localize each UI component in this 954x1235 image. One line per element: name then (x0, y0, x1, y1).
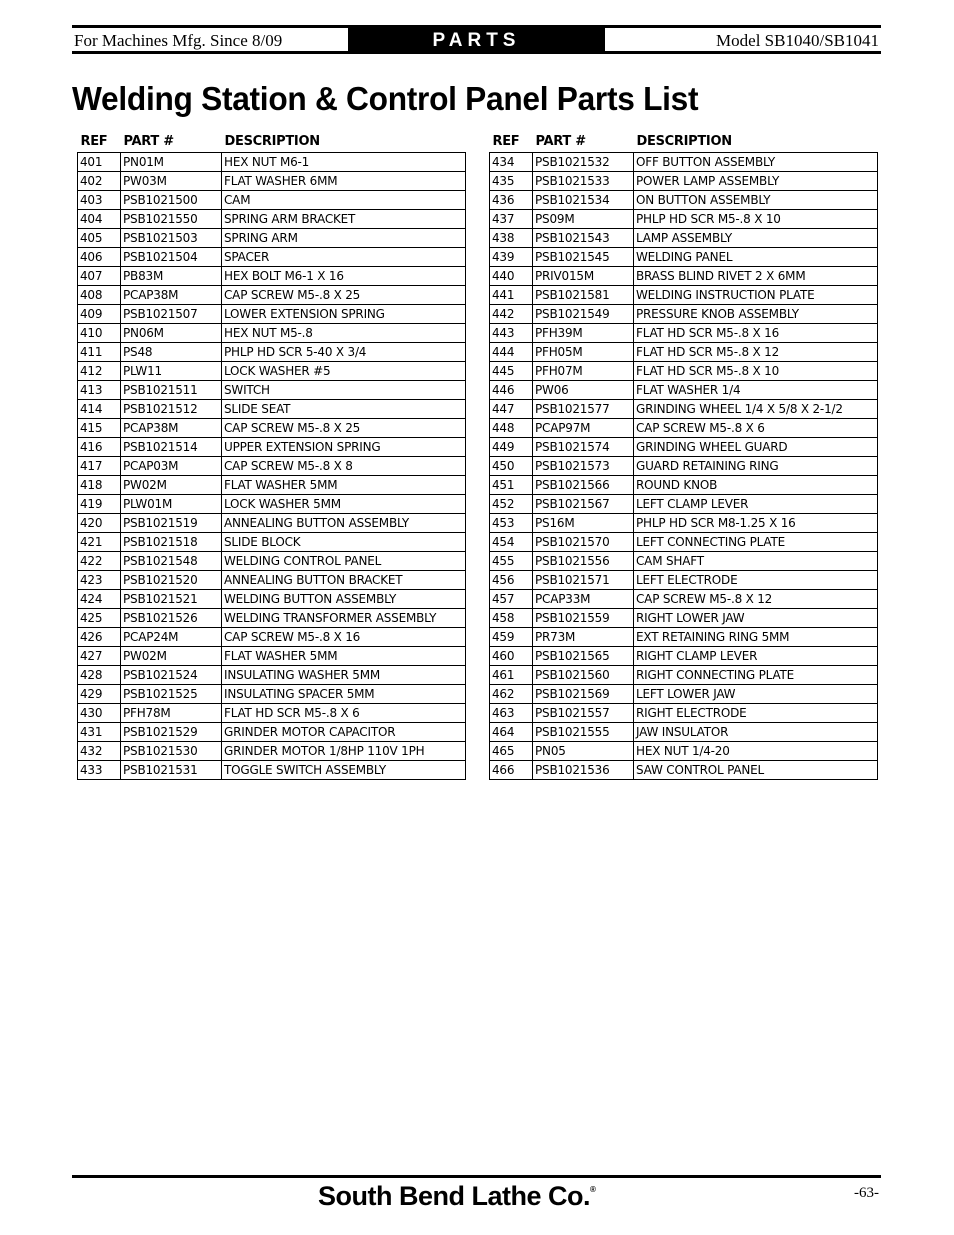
part-number-cell: PSB1021520 (121, 571, 222, 590)
part-description-cell: PHLP HD SCR 5-40 X 3/4 (222, 343, 466, 362)
part-ref-cell: 457 (490, 590, 533, 609)
table-row (490, 229, 878, 248)
part-description-cell: GRINDER MOTOR CAPACITOR (222, 723, 466, 742)
table-row (490, 628, 878, 647)
part-ref-cell: 411 (78, 343, 121, 362)
table-row (78, 723, 466, 742)
part-ref-cell: 419 (78, 495, 121, 514)
table-row (490, 571, 878, 590)
table-row (490, 381, 878, 400)
part-description-cell: SAW CONTROL PANEL (634, 761, 878, 780)
part-description-cell: ROUND KNOB (634, 476, 878, 495)
parts-table-right-body (490, 153, 878, 780)
table-row (490, 305, 878, 324)
table-row (78, 324, 466, 343)
table-row (78, 267, 466, 286)
footer-rule (72, 1175, 881, 1178)
part-ref-cell: 418 (78, 476, 121, 495)
part-ref-cell: 464 (490, 723, 533, 742)
part-ref-cell: 432 (78, 742, 121, 761)
part-number-cell: PCAP97M (533, 419, 634, 438)
part-ref-cell: 463 (490, 704, 533, 723)
part-number-cell: PSB1021526 (121, 609, 222, 628)
part-ref-cell: 407 (78, 267, 121, 286)
header-machines-note: For Machines Mfg. Since 8/09 (74, 31, 283, 50)
part-number-cell: PSB1021533 (533, 172, 634, 191)
table-row (490, 286, 878, 305)
part-ref-cell: 447 (490, 400, 533, 419)
part-number-cell: PSB1021567 (533, 495, 634, 514)
part-ref-cell: 425 (78, 609, 121, 628)
part-number-cell: PSB1021500 (121, 191, 222, 210)
part-ref-cell: 408 (78, 286, 121, 305)
part-ref-cell: 421 (78, 533, 121, 552)
table-row (78, 210, 466, 229)
part-number-cell: PSB1021548 (121, 552, 222, 571)
part-ref-cell: 415 (78, 419, 121, 438)
part-description-cell: GRINDER MOTOR 1/8HP 110V 1PH (222, 742, 466, 761)
part-ref-cell: 455 (490, 552, 533, 571)
part-number-cell: PSB1021566 (533, 476, 634, 495)
part-ref-cell: 456 (490, 571, 533, 590)
part-ref-cell: 446 (490, 381, 533, 400)
part-description-cell: WELDING CONTROL PANEL (222, 552, 466, 571)
part-description-cell: PRESSURE KNOB ASSEMBLY (634, 305, 878, 324)
table-row (78, 742, 466, 761)
table-row (490, 495, 878, 514)
part-ref-cell: 449 (490, 438, 533, 457)
part-description-cell: LOWER EXTENSION SPRING (222, 305, 466, 324)
part-ref-cell: 435 (490, 172, 533, 191)
part-description-cell: FLAT WASHER 6MM (222, 172, 466, 191)
table-row (78, 229, 466, 248)
parts-table-left (77, 131, 466, 780)
part-ref-cell: 438 (490, 229, 533, 248)
section-tab: PARTS (348, 25, 605, 54)
part-ref-cell: 424 (78, 590, 121, 609)
part-number-cell: PSB1021560 (533, 666, 634, 685)
part-number-cell: PW03M (121, 172, 222, 191)
part-number-cell: PSB1021557 (533, 704, 634, 723)
part-ref-cell: 441 (490, 286, 533, 305)
part-ref-cell: 427 (78, 647, 121, 666)
part-ref-cell: 454 (490, 533, 533, 552)
table-row (78, 495, 466, 514)
table-header-row (490, 131, 878, 153)
part-description-cell: CAM (222, 191, 466, 210)
part-number-cell: PSB1021503 (121, 229, 222, 248)
part-ref-cell: 465 (490, 742, 533, 761)
part-number-cell: PSB1021512 (121, 400, 222, 419)
part-number-cell: PSB1021529 (121, 723, 222, 742)
part-ref-cell: 402 (78, 172, 121, 191)
part-ref-cell: 436 (490, 191, 533, 210)
part-description-cell: RIGHT ELECTRODE (634, 704, 878, 723)
part-number-cell: PLW01M (121, 495, 222, 514)
part-number-cell: PN06M (121, 324, 222, 343)
part-description-cell: HEX NUT M6-1 (222, 153, 466, 172)
part-description-cell: SLIDE BLOCK (222, 533, 466, 552)
table-row (490, 685, 878, 704)
table-row (490, 210, 878, 229)
part-number-cell: PSB1021531 (121, 761, 222, 780)
table-row (78, 647, 466, 666)
part-ref-cell: 433 (78, 761, 121, 780)
table-row (78, 761, 466, 780)
part-description-cell: HEX NUT 1/4-20 (634, 742, 878, 761)
part-description-cell: SPRING ARM BRACKET (222, 210, 466, 229)
part-ref-cell: 439 (490, 248, 533, 267)
part-number-cell: PSB1021504 (121, 248, 222, 267)
part-description-cell: SWITCH (222, 381, 466, 400)
part-number-cell: PS09M (533, 210, 634, 229)
part-description-cell: WELDING BUTTON ASSEMBLY (222, 590, 466, 609)
part-ref-cell: 414 (78, 400, 121, 419)
table-row (78, 590, 466, 609)
part-description-cell: RIGHT CONNECTING PLATE (634, 666, 878, 685)
part-number-cell: PW02M (121, 647, 222, 666)
part-number-cell: PS16M (533, 514, 634, 533)
table-row (490, 552, 878, 571)
registered-mark: ® (589, 1185, 596, 1194)
part-ref-cell: 461 (490, 666, 533, 685)
part-ref-cell: 451 (490, 476, 533, 495)
part-description-cell: INSULATING SPACER 5MM (222, 685, 466, 704)
column-header-description: DESCRIPTION (224, 134, 320, 149)
table-row (490, 248, 878, 267)
table-row (78, 191, 466, 210)
part-number-cell: PLW11 (121, 362, 222, 381)
part-number-cell: PSB1021521 (121, 590, 222, 609)
table-row (78, 457, 466, 476)
part-description-cell: CAP SCREW M5-.8 X 8 (222, 457, 466, 476)
part-description-cell: LEFT LOWER JAW (634, 685, 878, 704)
table-row (78, 514, 466, 533)
part-number-cell: PSB1021534 (533, 191, 634, 210)
part-description-cell: CAP SCREW M5-.8 X 12 (634, 590, 878, 609)
table-row (78, 571, 466, 590)
table-row (490, 590, 878, 609)
part-number-cell: PSB1021530 (121, 742, 222, 761)
part-ref-cell: 462 (490, 685, 533, 704)
page-title: Welding Station & Control Panel Parts List (72, 80, 699, 117)
table-row (490, 723, 878, 742)
part-description-cell: WELDING INSTRUCTION PLATE (634, 286, 878, 305)
table-row (78, 248, 466, 267)
part-description-cell: FLAT WASHER 5MM (222, 476, 466, 495)
part-ref-cell: 429 (78, 685, 121, 704)
part-description-cell: GRINDING WHEEL GUARD (634, 438, 878, 457)
part-ref-cell: 416 (78, 438, 121, 457)
part-ref-cell: 443 (490, 324, 533, 343)
part-number-cell: PCAP24M (121, 628, 222, 647)
table-row (78, 362, 466, 381)
part-number-cell: PCAP03M (121, 457, 222, 476)
part-description-cell: UPPER EXTENSION SPRING (222, 438, 466, 457)
table-row (78, 286, 466, 305)
part-ref-cell: 452 (490, 495, 533, 514)
header-model: Model SB1040/SB1041 (716, 31, 879, 50)
table-row (490, 761, 878, 780)
part-description-cell: FLAT HD SCR M5-.8 X 16 (634, 324, 878, 343)
part-number-cell: PSB1021519 (121, 514, 222, 533)
part-number-cell: PSB1021581 (533, 286, 634, 305)
column-header-part: PART # (535, 134, 586, 149)
parts-table-right (489, 131, 878, 780)
table-row (490, 438, 878, 457)
part-ref-cell: 406 (78, 248, 121, 267)
part-description-cell: INSULATING WASHER 5MM (222, 666, 466, 685)
part-description-cell: CAP SCREW M5-.8 X 25 (222, 286, 466, 305)
part-description-cell: EXT RETAINING RING 5MM (634, 628, 878, 647)
part-ref-cell: 430 (78, 704, 121, 723)
part-ref-cell: 409 (78, 305, 121, 324)
part-number-cell: PSB1021524 (121, 666, 222, 685)
part-description-cell: PHLP HD SCR M5-.8 X 10 (634, 210, 878, 229)
part-description-cell: OFF BUTTON ASSEMBLY (634, 153, 878, 172)
part-description-cell: RIGHT CLAMP LEVER (634, 647, 878, 666)
part-number-cell: PW06 (533, 381, 634, 400)
column-header-ref: REF (492, 134, 520, 149)
part-number-cell: PSB1021532 (533, 153, 634, 172)
part-ref-cell: 405 (78, 229, 121, 248)
part-description-cell: PHLP HD SCR M8-1.25 X 16 (634, 514, 878, 533)
table-row (490, 267, 878, 286)
table-row (490, 666, 878, 685)
part-description-cell: GRINDING WHEEL 1/4 X 5/8 X 2-1/2 (634, 400, 878, 419)
table-row (78, 343, 466, 362)
part-number-cell: PSB1021518 (121, 533, 222, 552)
part-description-cell: CAP SCREW M5-.8 X 16 (222, 628, 466, 647)
part-ref-cell: 423 (78, 571, 121, 590)
part-description-cell: WELDING TRANSFORMER ASSEMBLY (222, 609, 466, 628)
page-header (72, 25, 881, 55)
table-row (490, 153, 878, 172)
part-description-cell: ANNEALING BUTTON ASSEMBLY (222, 514, 466, 533)
table-row (490, 324, 878, 343)
part-description-cell: POWER LAMP ASSEMBLY (634, 172, 878, 191)
table-row (78, 666, 466, 685)
table-row (78, 609, 466, 628)
part-ref-cell: 444 (490, 343, 533, 362)
table-row (78, 381, 466, 400)
table-row (490, 343, 878, 362)
part-ref-cell: 442 (490, 305, 533, 324)
part-description-cell: FLAT WASHER 5MM (222, 647, 466, 666)
parts-table-left-body (78, 153, 466, 780)
part-description-cell: TOGGLE SWITCH ASSEMBLY (222, 761, 466, 780)
page-number: -63- (854, 1185, 879, 1201)
part-description-cell: SLIDE SEAT (222, 400, 466, 419)
table-row (78, 153, 466, 172)
part-ref-cell: 417 (78, 457, 121, 476)
column-header-description: DESCRIPTION (636, 134, 732, 149)
part-number-cell: PN05 (533, 742, 634, 761)
table-row (490, 172, 878, 191)
part-ref-cell: 460 (490, 647, 533, 666)
part-number-cell: PSB1021573 (533, 457, 634, 476)
part-description-cell: FLAT HD SCR M5-.8 X 12 (634, 343, 878, 362)
column-header-ref: REF (80, 134, 108, 149)
part-number-cell: PCAP38M (121, 419, 222, 438)
part-ref-cell: 401 (78, 153, 121, 172)
table-row (78, 400, 466, 419)
part-number-cell: PSB1021570 (533, 533, 634, 552)
part-description-cell: CAP SCREW M5-.8 X 25 (222, 419, 466, 438)
part-ref-cell: 410 (78, 324, 121, 343)
brand-logo (318, 1181, 595, 1212)
table-row (78, 305, 466, 324)
part-number-cell: PSB1021525 (121, 685, 222, 704)
table-row (490, 704, 878, 723)
part-ref-cell: 459 (490, 628, 533, 647)
part-description-cell: WELDING PANEL (634, 248, 878, 267)
brand-name: South Bend Lathe Co. (318, 1181, 590, 1211)
part-ref-cell: 413 (78, 381, 121, 400)
part-description-cell: LOCK WASHER 5MM (222, 495, 466, 514)
part-description-cell: BRASS BLIND RIVET 2 X 6MM (634, 267, 878, 286)
part-number-cell: PFH07M (533, 362, 634, 381)
table-row (490, 533, 878, 552)
part-ref-cell: 445 (490, 362, 533, 381)
part-number-cell: PSB1021559 (533, 609, 634, 628)
part-number-cell: PSB1021565 (533, 647, 634, 666)
table-row (78, 476, 466, 495)
table-row (78, 552, 466, 571)
part-description-cell: ON BUTTON ASSEMBLY (634, 191, 878, 210)
part-description-cell: LEFT CONNECTING PLATE (634, 533, 878, 552)
part-ref-cell: 437 (490, 210, 533, 229)
part-number-cell: PSB1021550 (121, 210, 222, 229)
part-number-cell: PW02M (121, 476, 222, 495)
part-description-cell: HEX BOLT M6-1 X 16 (222, 267, 466, 286)
table-row (78, 533, 466, 552)
part-number-cell: PSB1021556 (533, 552, 634, 571)
part-number-cell: PCAP33M (533, 590, 634, 609)
table-row (490, 457, 878, 476)
part-number-cell: PSB1021555 (533, 723, 634, 742)
table-row (490, 514, 878, 533)
table-row (490, 191, 878, 210)
table-row (490, 742, 878, 761)
part-ref-cell: 412 (78, 362, 121, 381)
part-ref-cell: 458 (490, 609, 533, 628)
part-number-cell: PSB1021514 (121, 438, 222, 457)
part-number-cell: PRIV015M (533, 267, 634, 286)
part-number-cell: PFH39M (533, 324, 634, 343)
part-description-cell: LEFT CLAMP LEVER (634, 495, 878, 514)
part-description-cell: CAP SCREW M5-.8 X 6 (634, 419, 878, 438)
table-row (78, 419, 466, 438)
part-ref-cell: 448 (490, 419, 533, 438)
table-header-row (78, 131, 466, 153)
table-row (78, 704, 466, 723)
part-number-cell: PB83M (121, 267, 222, 286)
part-description-cell: SPRING ARM (222, 229, 466, 248)
part-ref-cell: 453 (490, 514, 533, 533)
part-ref-cell: 431 (78, 723, 121, 742)
part-ref-cell: 403 (78, 191, 121, 210)
table-row (78, 172, 466, 191)
part-description-cell: RIGHT LOWER JAW (634, 609, 878, 628)
part-description-cell: ANNEALING BUTTON BRACKET (222, 571, 466, 590)
part-number-cell: PSB1021549 (533, 305, 634, 324)
part-number-cell: PSB1021543 (533, 229, 634, 248)
table-row (78, 438, 466, 457)
part-ref-cell: 428 (78, 666, 121, 685)
part-ref-cell: 440 (490, 267, 533, 286)
part-number-cell: PCAP38M (121, 286, 222, 305)
part-description-cell: FLAT HD SCR M5-.8 X 10 (634, 362, 878, 381)
part-description-cell: SPACER (222, 248, 466, 267)
part-number-cell: PN01M (121, 153, 222, 172)
part-ref-cell: 404 (78, 210, 121, 229)
part-description-cell: FLAT WASHER 1/4 (634, 381, 878, 400)
part-ref-cell: 420 (78, 514, 121, 533)
part-ref-cell: 426 (78, 628, 121, 647)
part-number-cell: PSB1021569 (533, 685, 634, 704)
part-number-cell: PSB1021545 (533, 248, 634, 267)
part-description-cell: HEX NUT M5-.8 (222, 324, 466, 343)
page-footer (72, 1175, 881, 1215)
table-row (490, 609, 878, 628)
table-row (490, 362, 878, 381)
part-ref-cell: 434 (490, 153, 533, 172)
table-row (490, 419, 878, 438)
column-header-part: PART # (123, 134, 174, 149)
table-row (490, 400, 878, 419)
part-description-cell: LEFT ELECTRODE (634, 571, 878, 590)
part-number-cell: PS48 (121, 343, 222, 362)
part-number-cell: PFH05M (533, 343, 634, 362)
part-description-cell: LOCK WASHER #5 (222, 362, 466, 381)
table-row (78, 628, 466, 647)
part-ref-cell: 466 (490, 761, 533, 780)
table-row (490, 476, 878, 495)
part-number-cell: PFH78M (121, 704, 222, 723)
part-number-cell: PR73M (533, 628, 634, 647)
part-number-cell: PSB1021536 (533, 761, 634, 780)
part-description-cell: GUARD RETAINING RING (634, 457, 878, 476)
part-number-cell: PSB1021571 (533, 571, 634, 590)
part-description-cell: CAM SHAFT (634, 552, 878, 571)
part-number-cell: PSB1021577 (533, 400, 634, 419)
part-ref-cell: 450 (490, 457, 533, 476)
part-description-cell: JAW INSULATOR (634, 723, 878, 742)
part-ref-cell: 422 (78, 552, 121, 571)
part-number-cell: PSB1021507 (121, 305, 222, 324)
part-description-cell: LAMP ASSEMBLY (634, 229, 878, 248)
part-number-cell: PSB1021511 (121, 381, 222, 400)
part-number-cell: PSB1021574 (533, 438, 634, 457)
part-description-cell: FLAT HD SCR M5-.8 X 6 (222, 704, 466, 723)
table-row (78, 685, 466, 704)
table-row (490, 647, 878, 666)
